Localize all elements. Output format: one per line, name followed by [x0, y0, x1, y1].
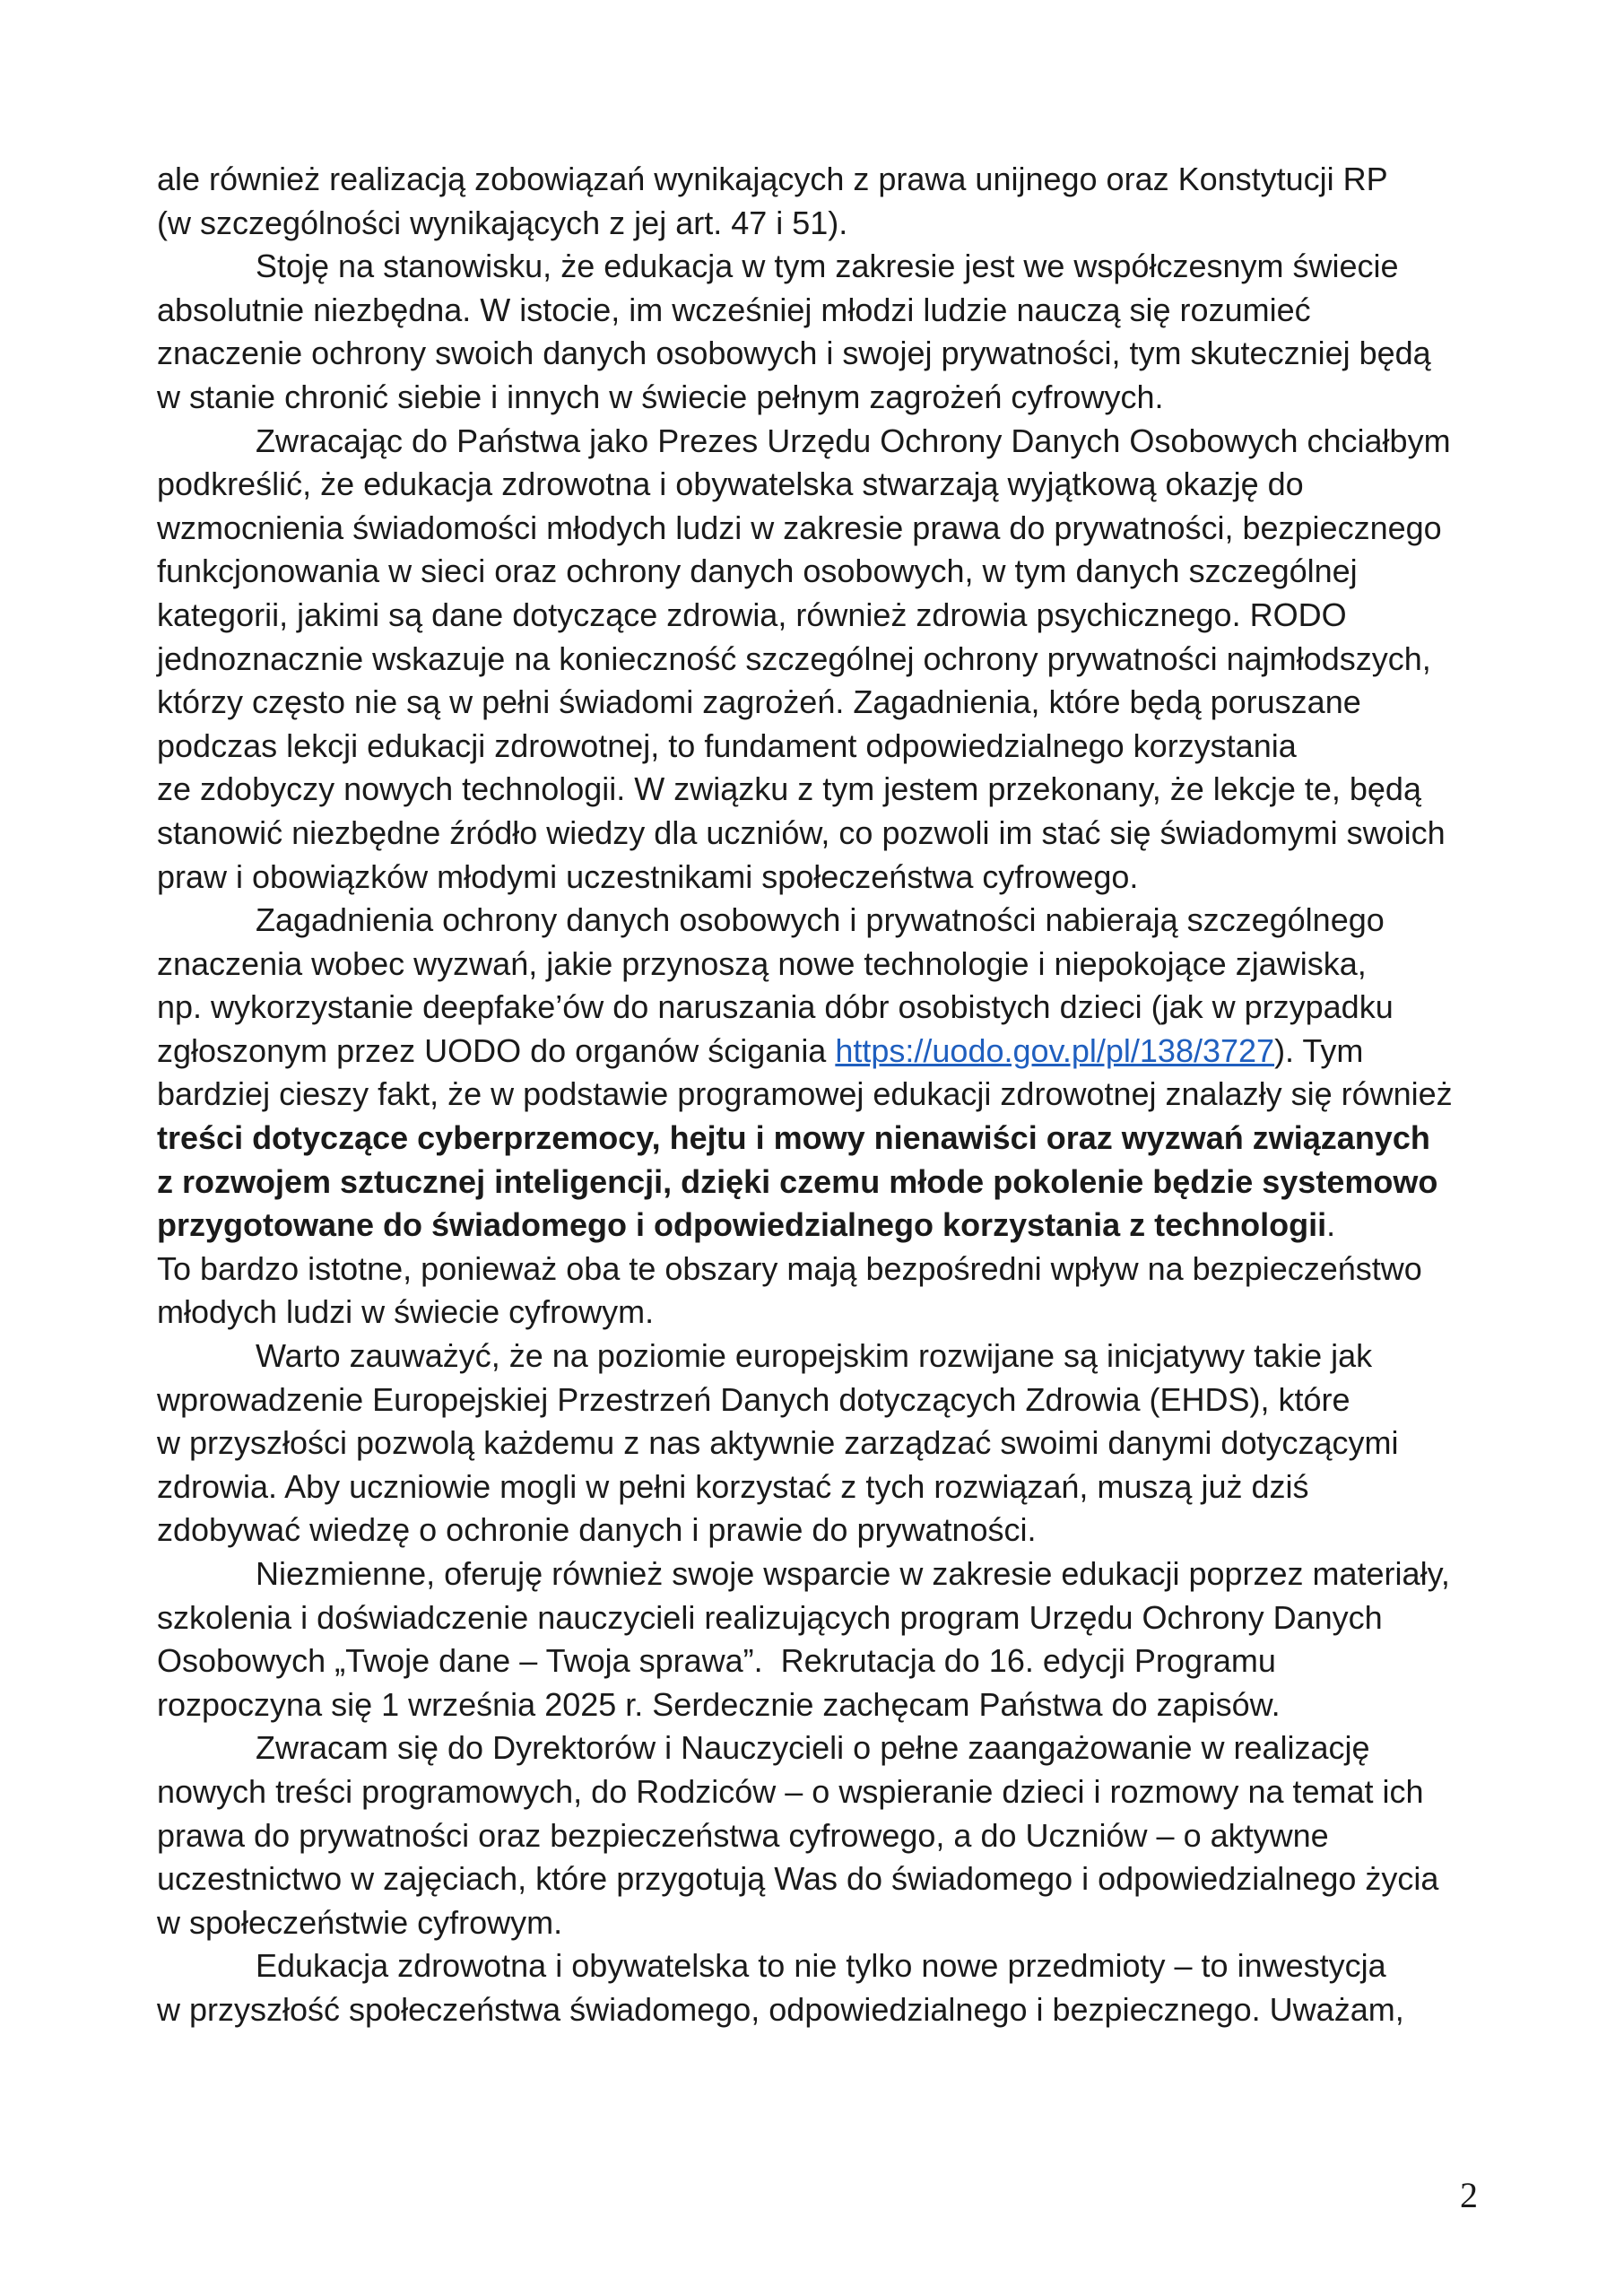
- text-line: w przyszłość społeczeństwa świadomego, odpowiedzialnego i bezpiecznego. Uważam,: [157, 1990, 1404, 2028]
- text-line: zdrowia. Aby uczniowie mogli w pełni korzystać z tych rozwiązań, muszą już dziś: [157, 1467, 1309, 1505]
- text-line: uczestnictwo w zajęciach, które przygotują Was do świadomego i odpowiedzialnego życia: [157, 1860, 1439, 1898]
- bold-text-line: treści dotyczące cyberprzemocy, hejtu i mowy nienawiści oraz wyzwań związanych: [157, 1119, 1430, 1157]
- text-line: szkolenia i doświadczenie nauczycieli realizujących program Urzędu Ochrony Danych: [157, 1598, 1383, 1636]
- text-segment: zgłoszonym przez UODO do organów ścigania: [157, 1031, 836, 1069]
- text-line: funkcjonowania w sieci oraz ochrony danych osobowych, w tym danych szczególnej: [157, 552, 1358, 590]
- text-line: praw i obowiązków młodymi uczestnikami społeczeństwa cyfrowego.: [157, 857, 1139, 895]
- text-line: rozpoczyna się 1 września 2025 r. Serdecznie zachęcam Państwa do zapisów.: [157, 1685, 1281, 1723]
- text-line: Osobowych „Twoje dane – Twoja sprawa”. Rekrutacja do 16. edycji Programu: [157, 1642, 1276, 1680]
- text-line: zdobywać wiedzę o ochronie danych i prawie do prywatności.: [157, 1511, 1037, 1549]
- uodo-link[interactable]: https://uodo.gov.pl/pl/138/3727: [835, 1031, 1275, 1069]
- text-line: np. wykorzystanie deepfake’ów do naruszania dóbr osobistych dzieci (jak w przypadku: [157, 988, 1394, 1026]
- text-line-with-link: [157, 1030, 1502, 1074]
- text-line-bold-mixed: [157, 1204, 1502, 1248]
- text-line: To bardzo istotne, ponieważ oba te obszary mają bezpośredni wpływ na bezpieczeństwo: [157, 1249, 1422, 1287]
- text-line: (w szczególności wynikających z jej art. 47 i 51).: [157, 204, 848, 241]
- paragraph-start-line: Edukacja zdrowotna i obywatelska to nie tylko nowe przedmioty – to inwestycja: [256, 1947, 1386, 1985]
- text-line: znaczenie ochrony swoich danych osobowych i swojej prywatności, tym skuteczniej będą: [157, 335, 1431, 372]
- text-line: stanowić niezbędne źródło wiedzy dla uczniów, co pozwoli im stać się świadomymi swoich: [157, 813, 1446, 851]
- text-line: ale również realizacją zobowiązań wynikających z prawa unijnego oraz Konstytucji RP: [157, 161, 1388, 197]
- text-line: bardziej cieszy fakt, że w podstawie programowej edukacji zdrowotnej znalazły się również: [157, 1075, 1453, 1113]
- text-line: znaczenia wobec wyzwań, jakie przynoszą nowe technologie i niepokojące zjawiska,: [157, 944, 1367, 982]
- text-line: nowych treści programowych, do Rodziców – o wspieranie dzieci i rozmowy na temat ich: [157, 1772, 1424, 1810]
- paragraph-start-line: Zwracając do Państwa jako Prezes Urzędu Ochrony Danych Osobowych chciałbym: [256, 422, 1451, 459]
- document-body: [157, 158, 1502, 2032]
- text-line: w stanie chronić siebie i innych w świecie pełnym zagrożeń cyfrowych.: [157, 378, 1164, 415]
- paragraph-start-line: Zagadnienia ochrony danych osobowych i prywatności nabierają szczególnego: [256, 901, 1385, 939]
- text-line: ze zdobyczy nowych technologii. W związku z tym jestem przekonany, że lekcje te, będą: [157, 770, 1421, 808]
- text-line: wprowadzenie Europejskiej Przestrzeń Danych dotyczących Zdrowia (EHDS), które: [157, 1380, 1350, 1418]
- paragraph-start-line: Zwracam się do Dyrektorów i Nauczycieli o pełne zaangażowanie w realizację: [256, 1729, 1370, 1767]
- text-line: którzy często nie są w pełni świadomi zagrożeń. Zagadnienia, które będą poruszane: [157, 683, 1361, 721]
- paragraph-start-line: Warto zauważyć, że na poziomie europejskim rozwijane są inicjatywy takie jak: [256, 1337, 1373, 1375]
- text-line: wzmocnienia świadomości młodych ludzi w zakresie prawa do prywatności, bezpiecznego: [157, 509, 1442, 546]
- text-line: prawa do prywatności oraz bezpieczeństwa cyfrowego, a do Uczniów – o aktywne: [157, 1816, 1329, 1854]
- text-line: kategorii, jakimi są dane dotyczące zdrowia, również zdrowia psychicznego. RODO: [157, 596, 1347, 633]
- text-segment: ). Tym: [1274, 1031, 1364, 1069]
- text-line: jednoznacznie wskazuje na konieczność szczególnej ochrony prywatności najmłodszych,: [157, 639, 1431, 677]
- bold-text-line: z rozwojem sztucznej inteligencji, dzięki czemu młode pokolenie będzie systemowo: [157, 1162, 1438, 1200]
- text-line: podczas lekcji edukacji zdrowotnej, to fundament odpowiedzialnego korzystania: [157, 726, 1297, 764]
- page-number: 2: [1460, 2175, 1478, 2215]
- text-line: absolutnie niezbędna. W istocie, im wcześniej młodzi ludzie nauczą się rozumieć: [157, 291, 1311, 328]
- paragraph-start-line: Niezmienne, oferuję również swoje wsparcie w zakresie edukacji poprzez materiały,: [256, 1555, 1450, 1592]
- paragraph-start-line: Stoję na stanowisku, że edukacja w tym zakresie jest we współczesnym świecie: [256, 248, 1399, 285]
- bold-text-segment: przygotowane do świadomego i odpowiedzialnego korzystania z technologii: [157, 1206, 1327, 1244]
- text-line: młodych ludzi w świecie cyfrowym.: [157, 1293, 655, 1331]
- text-line: w społeczeństwie cyfrowym.: [157, 1903, 563, 1941]
- text-line: podkreślić, że edukacja zdrowotna i obywatelska stwarzają wyjątkową okazję do: [157, 465, 1304, 503]
- text-line: w przyszłości pozwolą każdemu z nas aktywnie zarządzać swoimi danymi dotyczącymi: [157, 1424, 1399, 1462]
- text-segment: .: [1326, 1206, 1336, 1244]
